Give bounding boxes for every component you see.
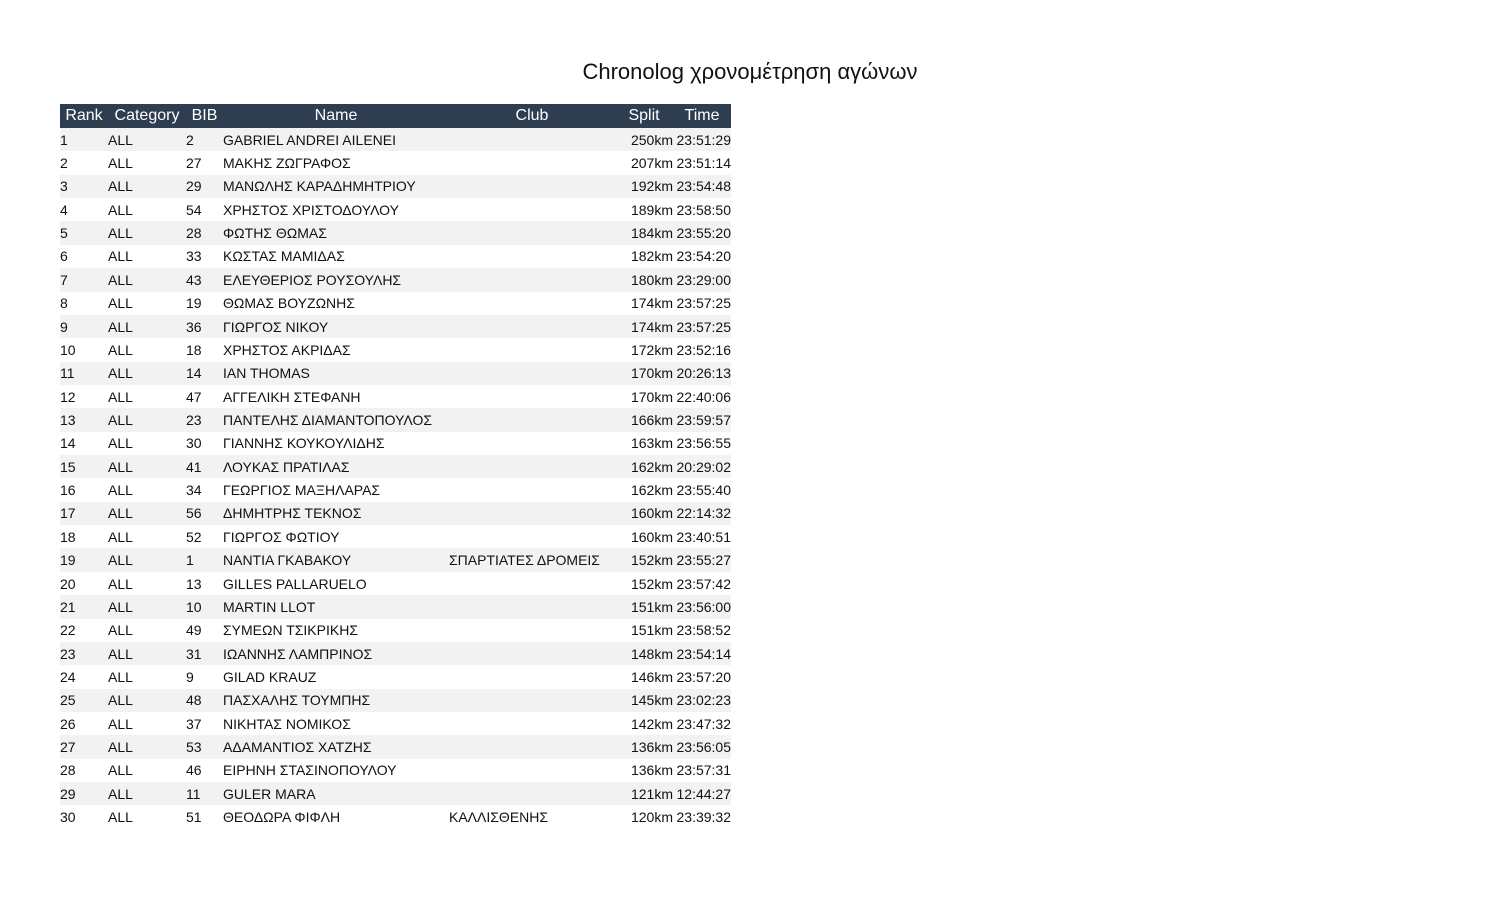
cell-time: 23:57:31 — [673, 759, 731, 782]
table-row — [60, 385, 731, 408]
cell-club — [449, 245, 615, 268]
cell-split: 184km — [615, 221, 673, 244]
cell-bib: 19 — [186, 292, 223, 315]
cell-category: ALL — [108, 735, 186, 758]
cell-time: 23:59:57 — [673, 408, 731, 431]
cell-name: ΚΩΣΤΑΣ ΜΑΜΙΔΑΣ — [223, 245, 449, 268]
cell-rank: 29 — [60, 782, 108, 805]
cell-bib: 52 — [186, 525, 223, 548]
cell-category: ALL — [108, 175, 186, 198]
header-category: Category — [108, 104, 186, 128]
cell-name: ΠΑΣΧΑΛΗΣ ΤΟΥΜΠΗΣ — [223, 689, 449, 712]
cell-rank: 26 — [60, 712, 108, 735]
cell-bib: 41 — [186, 455, 223, 478]
cell-rank: 10 — [60, 338, 108, 361]
cell-rank: 15 — [60, 455, 108, 478]
cell-rank: 8 — [60, 292, 108, 315]
table-row — [60, 735, 731, 758]
cell-bib: 36 — [186, 315, 223, 338]
cell-time: 12:44:27 — [673, 782, 731, 805]
cell-split: 151km — [615, 619, 673, 642]
table-row — [60, 338, 731, 361]
cell-bib: 53 — [186, 735, 223, 758]
cell-rank: 14 — [60, 432, 108, 455]
header-time: Time — [673, 104, 731, 128]
table-row — [60, 455, 731, 478]
cell-rank: 22 — [60, 619, 108, 642]
cell-name: GULER MARA — [223, 782, 449, 805]
cell-split: 148km — [615, 642, 673, 665]
cell-name: ΠΑΝΤΕΛΗΣ ΔΙΑΜΑΝΤΟΠΟΥΛΟΣ — [223, 408, 449, 431]
table-row — [60, 642, 731, 665]
cell-split: 121km — [615, 782, 673, 805]
cell-bib: 48 — [186, 689, 223, 712]
cell-category: ALL — [108, 455, 186, 478]
cell-time: 23:58:52 — [673, 619, 731, 642]
header-split: Split — [615, 104, 673, 128]
cell-bib: 28 — [186, 221, 223, 244]
cell-split: 146km — [615, 665, 673, 688]
header-name: Name — [223, 104, 449, 128]
cell-bib: 23 — [186, 408, 223, 431]
table-row — [60, 292, 731, 315]
cell-time: 23:57:25 — [673, 315, 731, 338]
cell-time: 20:29:02 — [673, 455, 731, 478]
cell-time: 23:57:42 — [673, 572, 731, 595]
cell-category: ALL — [108, 665, 186, 688]
cell-category: ALL — [108, 759, 186, 782]
cell-name: ΘΩΜΑΣ ΒΟΥΖΩΝΗΣ — [223, 292, 449, 315]
cell-club — [449, 292, 615, 315]
cell-split: 136km — [615, 735, 673, 758]
cell-bib: 54 — [186, 198, 223, 221]
cell-name: ΓΙΩΡΓΟΣ ΦΩΤΙΟΥ — [223, 525, 449, 548]
cell-rank: 1 — [60, 128, 108, 151]
cell-rank: 24 — [60, 665, 108, 688]
table-row — [60, 595, 731, 618]
cell-name: ΑΓΓΕΛΙΚΗ ΣΤΕΦΑΝΗ — [223, 385, 449, 408]
cell-split: 182km — [615, 245, 673, 268]
cell-split: 162km — [615, 478, 673, 501]
cell-club — [449, 362, 615, 385]
cell-split: 170km — [615, 385, 673, 408]
cell-bib: 51 — [186, 805, 223, 828]
cell-rank: 25 — [60, 689, 108, 712]
table-row — [60, 175, 731, 198]
table-row — [60, 408, 731, 431]
results-body — [60, 128, 731, 829]
cell-name: ΓΙΩΡΓΟΣ ΝΙΚΟΥ — [223, 315, 449, 338]
table-row — [60, 245, 731, 268]
cell-name: ΓΕΩΡΓΙΟΣ ΜΑΞΗΛΑΡΑΣ — [223, 478, 449, 501]
cell-split: 189km — [615, 198, 673, 221]
cell-name: ΜΑΚΗΣ ΖΩΓΡΑΦΟΣ — [223, 151, 449, 174]
cell-name: ΝΑΝΤΙΑ ΓΚΑΒΑΚΟΥ — [223, 548, 449, 571]
cell-club — [449, 572, 615, 595]
cell-category: ALL — [108, 689, 186, 712]
cell-club — [449, 175, 615, 198]
cell-rank: 13 — [60, 408, 108, 431]
cell-name: ΣΥΜΕΩΝ ΤΣΙΚΡΙΚΗΣ — [223, 619, 449, 642]
cell-club — [449, 665, 615, 688]
cell-rank: 19 — [60, 548, 108, 571]
table-row — [60, 362, 731, 385]
cell-category: ALL — [108, 292, 186, 315]
cell-bib: 30 — [186, 432, 223, 455]
results-table — [60, 104, 731, 829]
cell-category: ALL — [108, 198, 186, 221]
cell-bib: 13 — [186, 572, 223, 595]
cell-rank: 3 — [60, 175, 108, 198]
cell-name: ΛΟΥΚΑΣ ΠΡΑΤΙΛΑΣ — [223, 455, 449, 478]
cell-category: ALL — [108, 268, 186, 291]
table-row — [60, 198, 731, 221]
cell-time: 23:51:29 — [673, 128, 731, 151]
cell-time: 23:54:20 — [673, 245, 731, 268]
cell-club — [449, 502, 615, 525]
cell-split: 166km — [615, 408, 673, 431]
cell-category: ALL — [108, 712, 186, 735]
cell-bib: 33 — [186, 245, 223, 268]
cell-club — [449, 221, 615, 244]
cell-time: 23:54:48 — [673, 175, 731, 198]
cell-category: ALL — [108, 362, 186, 385]
cell-split: 162km — [615, 455, 673, 478]
cell-split: 136km — [615, 759, 673, 782]
cell-time: 23:40:51 — [673, 525, 731, 548]
header-row — [60, 104, 731, 128]
cell-time: 23:29:00 — [673, 268, 731, 291]
cell-category: ALL — [108, 432, 186, 455]
cell-bib: 10 — [186, 595, 223, 618]
cell-category: ALL — [108, 548, 186, 571]
cell-bib: 9 — [186, 665, 223, 688]
cell-bib: 34 — [186, 478, 223, 501]
cell-name: ΧΡΗΣΤΟΣ ΧΡΙΣΤΟΔΟΥΛΟΥ — [223, 198, 449, 221]
table-row — [60, 502, 731, 525]
cell-rank: 16 — [60, 478, 108, 501]
cell-rank: 4 — [60, 198, 108, 221]
cell-split: 152km — [615, 548, 673, 571]
cell-rank: 6 — [60, 245, 108, 268]
cell-split: 180km — [615, 268, 673, 291]
cell-category: ALL — [108, 642, 186, 665]
cell-name: GABRIEL ANDREI AILENEI — [223, 128, 449, 151]
table-row — [60, 782, 731, 805]
cell-bib: 29 — [186, 175, 223, 198]
cell-club — [449, 432, 615, 455]
cell-split: 145km — [615, 689, 673, 712]
cell-split: 207km — [615, 151, 673, 174]
cell-bib: 31 — [186, 642, 223, 665]
cell-club — [449, 128, 615, 151]
cell-club — [449, 525, 615, 548]
cell-split: 120km — [615, 805, 673, 828]
cell-name: ΓΙΑΝΝΗΣ ΚΟΥΚΟΥΛΙΔΗΣ — [223, 432, 449, 455]
cell-time: 23:02:23 — [673, 689, 731, 712]
cell-split: 151km — [615, 595, 673, 618]
cell-bib: 14 — [186, 362, 223, 385]
cell-split: 160km — [615, 525, 673, 548]
cell-club — [449, 198, 615, 221]
cell-bib: 47 — [186, 385, 223, 408]
cell-split: 142km — [615, 712, 673, 735]
cell-name: ΙΩΑΝΝΗΣ ΛΑΜΠΡΙΝΟΣ — [223, 642, 449, 665]
cell-bib: 37 — [186, 712, 223, 735]
cell-split: 250km — [615, 128, 673, 151]
cell-category: ALL — [108, 502, 186, 525]
cell-club — [449, 268, 615, 291]
header-bib: BIB — [186, 104, 223, 128]
cell-name: ΕΙΡΗΝΗ ΣΤΑΣΙΝΟΠΟΥΛΟΥ — [223, 759, 449, 782]
cell-bib: 43 — [186, 268, 223, 291]
cell-club — [449, 689, 615, 712]
cell-rank: 11 — [60, 362, 108, 385]
cell-bib: 1 — [186, 548, 223, 571]
cell-time: 23:56:05 — [673, 735, 731, 758]
cell-club — [449, 619, 615, 642]
cell-split: 163km — [615, 432, 673, 455]
cell-category: ALL — [108, 128, 186, 151]
table-row — [60, 548, 731, 571]
table-row — [60, 432, 731, 455]
cell-name: ΦΩΤΗΣ ΘΩΜΑΣ — [223, 221, 449, 244]
table-row — [60, 268, 731, 291]
cell-category: ALL — [108, 525, 186, 548]
cell-name: ΔΗΜΗΤΡΗΣ ΤΕΚΝΟΣ — [223, 502, 449, 525]
table-row — [60, 128, 731, 151]
cell-name: ΧΡΗΣΤΟΣ ΑΚΡΙΔΑΣ — [223, 338, 449, 361]
cell-club: ΣΠΑΡΤΙΑΤΕΣ ΔΡΟΜΕΙΣ — [449, 548, 615, 571]
cell-time: 23:51:14 — [673, 151, 731, 174]
cell-club — [449, 315, 615, 338]
cell-category: ALL — [108, 245, 186, 268]
cell-category: ALL — [108, 595, 186, 618]
cell-category: ALL — [108, 572, 186, 595]
table-row — [60, 712, 731, 735]
cell-time: 23:52:16 — [673, 338, 731, 361]
table-row — [60, 805, 731, 828]
table-row — [60, 665, 731, 688]
cell-name: ΑΔΑΜΑΝΤΙΟΣ ΧΑΤΖΗΣ — [223, 735, 449, 758]
cell-category: ALL — [108, 805, 186, 828]
cell-time: 23:57:20 — [673, 665, 731, 688]
page-title: Chronolog χρονομέτρηση αγώνων — [582, 59, 918, 84]
cell-category: ALL — [108, 478, 186, 501]
table-row — [60, 478, 731, 501]
cell-time: 23:56:00 — [673, 595, 731, 618]
table-row — [60, 572, 731, 595]
header-club: Club — [449, 104, 615, 128]
cell-rank: 23 — [60, 642, 108, 665]
cell-club — [449, 642, 615, 665]
cell-category: ALL — [108, 782, 186, 805]
cell-rank: 20 — [60, 572, 108, 595]
cell-time: 20:26:13 — [673, 362, 731, 385]
cell-split: 152km — [615, 572, 673, 595]
cell-time: 23:58:50 — [673, 198, 731, 221]
cell-rank: 7 — [60, 268, 108, 291]
cell-bib: 27 — [186, 151, 223, 174]
cell-time: 23:56:55 — [673, 432, 731, 455]
table-row — [60, 315, 731, 338]
cell-rank: 5 — [60, 221, 108, 244]
cell-club — [449, 408, 615, 431]
cell-name: MARTIN LLOT — [223, 595, 449, 618]
cell-bib: 56 — [186, 502, 223, 525]
table-row — [60, 221, 731, 244]
cell-category: ALL — [108, 619, 186, 642]
cell-time: 23:54:14 — [673, 642, 731, 665]
cell-rank: 2 — [60, 151, 108, 174]
cell-split: 174km — [615, 315, 673, 338]
cell-club — [449, 759, 615, 782]
cell-name: IAN THOMAS — [223, 362, 449, 385]
cell-club: ΚΑΛΛΙΣΘΕΝΗΣ — [449, 805, 615, 828]
cell-rank: 9 — [60, 315, 108, 338]
cell-club — [449, 338, 615, 361]
cell-category: ALL — [108, 408, 186, 431]
cell-time: 23:55:20 — [673, 221, 731, 244]
cell-club — [449, 455, 615, 478]
cell-category: ALL — [108, 151, 186, 174]
cell-name: ΕΛΕΥΘΕΡΙΟΣ ΡΟΥΣΟΥΛΗΣ — [223, 268, 449, 291]
cell-club — [449, 151, 615, 174]
table-row — [60, 619, 731, 642]
cell-rank: 18 — [60, 525, 108, 548]
cell-name: ΜΑΝΩΛΗΣ ΚΑΡΑΔΗΜΗΤΡΙΟΥ — [223, 175, 449, 198]
cell-split: 174km — [615, 292, 673, 315]
cell-name: ΘΕΟΔΩΡΑ ΦΙΦΛΗ — [223, 805, 449, 828]
cell-time: 22:14:32 — [673, 502, 731, 525]
cell-split: 170km — [615, 362, 673, 385]
cell-category: ALL — [108, 385, 186, 408]
cell-rank: 27 — [60, 735, 108, 758]
cell-time: 23:57:25 — [673, 292, 731, 315]
cell-time: 23:55:40 — [673, 478, 731, 501]
cell-time: 23:47:32 — [673, 712, 731, 735]
cell-time: 22:40:06 — [673, 385, 731, 408]
table-row — [60, 759, 731, 782]
cell-bib: 2 — [186, 128, 223, 151]
cell-bib: 11 — [186, 782, 223, 805]
cell-club — [449, 595, 615, 618]
table-row — [60, 151, 731, 174]
cell-category: ALL — [108, 315, 186, 338]
cell-name: ΝΙΚΗΤΑΣ ΝΟΜΙΚΟΣ — [223, 712, 449, 735]
cell-split: 160km — [615, 502, 673, 525]
cell-rank: 30 — [60, 805, 108, 828]
header-rank: Rank — [60, 104, 108, 128]
cell-bib: 49 — [186, 619, 223, 642]
cell-bib: 46 — [186, 759, 223, 782]
cell-rank: 12 — [60, 385, 108, 408]
cell-split: 192km — [615, 175, 673, 198]
cell-name: GILAD KRAUZ — [223, 665, 449, 688]
cell-rank: 21 — [60, 595, 108, 618]
cell-club — [449, 712, 615, 735]
cell-category: ALL — [108, 221, 186, 244]
cell-category: ALL — [108, 338, 186, 361]
cell-club — [449, 735, 615, 758]
table-row — [60, 525, 731, 548]
cell-club — [449, 385, 615, 408]
cell-rank: 17 — [60, 502, 108, 525]
cell-time: 23:55:27 — [673, 548, 731, 571]
cell-bib: 18 — [186, 338, 223, 361]
cell-time: 23:39:32 — [673, 805, 731, 828]
table-row — [60, 689, 731, 712]
cell-club — [449, 782, 615, 805]
cell-name: GILLES PALLARUELO — [223, 572, 449, 595]
cell-club — [449, 478, 615, 501]
cell-split: 172km — [615, 338, 673, 361]
cell-rank: 28 — [60, 759, 108, 782]
